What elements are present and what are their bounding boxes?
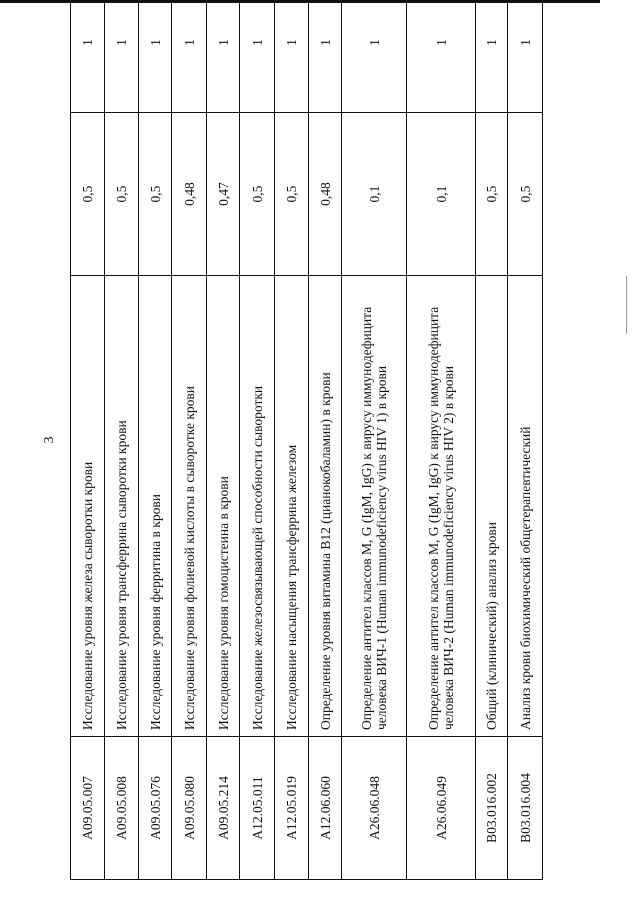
table-row (172, 0, 207, 880)
service-name: Исследование уровня ферритина в крови (139, 276, 172, 737)
multiplicity: 1 (508, 0, 543, 113)
multiplicity: 1 (172, 0, 207, 113)
service-name: Исследование железосвязывающей способности сыворотки (240, 276, 275, 737)
frequency-coefficient: 0,5 (139, 113, 172, 276)
table-row (275, 0, 309, 880)
service-code: B03.016.004 (508, 737, 543, 880)
multiplicity: 1 (240, 0, 275, 113)
multiplicity: 1 (476, 0, 508, 113)
service-name: Анализ крови биохимический общетерапевтический (508, 276, 543, 737)
service-name: Исследование уровня гомоцистеина в крови (207, 276, 240, 737)
frequency-coefficient: 0,5 (240, 113, 275, 276)
frequency-coefficient: 0,47 (207, 113, 240, 276)
table-row (139, 0, 172, 880)
service-name: Определение антител классов M, G (IgM, IgG) к вирусу иммунодефицита человека ВИЧ-1 (Human immunodeficiency virus HIV 1) в крови (342, 276, 407, 737)
frequency-coefficient: 0,1 (407, 113, 476, 276)
table-row (105, 0, 139, 880)
multiplicity: 1 (309, 0, 342, 113)
table-row (240, 0, 275, 880)
table-row (476, 0, 508, 880)
service-name: Исследование уровня железа сыворотки крови (71, 276, 105, 737)
frequency-coefficient: 0,5 (508, 113, 543, 276)
frequency-coefficient: 0,5 (105, 113, 139, 276)
service-code: A09.05.080 (172, 737, 207, 880)
multiplicity: 1 (407, 0, 476, 113)
multiplicity: 1 (139, 0, 172, 113)
service-name: Определение антител классов M, G (IgM, IgG) к вирусу иммунодефицита человека ВИЧ-2 (Human immunodeficiency virus HIV 2) в крови (407, 276, 476, 737)
service-code: A09.05.076 (139, 737, 172, 880)
services-table (70, 0, 543, 880)
table-row (342, 0, 407, 880)
service-code: A12.05.019 (275, 737, 309, 880)
multiplicity: 1 (342, 0, 407, 113)
service-code: A26.06.048 (342, 737, 407, 880)
table-row (508, 0, 543, 880)
service-code: A26.06.049 (407, 737, 476, 880)
table-row (309, 0, 342, 880)
service-name: Определение уровня витамина В12 (цианокобаламин) в крови (309, 276, 342, 737)
rotated-table-wrapper (70, 25, 533, 880)
frequency-coefficient: 0,48 (172, 113, 207, 276)
table-row (207, 0, 240, 880)
multiplicity: 1 (207, 0, 240, 113)
multiplicity: 1 (275, 0, 309, 113)
service-code: A12.05.011 (240, 737, 275, 880)
page-number: 3 (42, 436, 57, 444)
scan-edge-mark (626, 276, 627, 334)
service-code: A09.05.214 (207, 737, 240, 880)
service-name: Общий (клинический) анализ крови (476, 276, 508, 737)
service-code: A09.05.007 (71, 737, 105, 880)
frequency-coefficient: 0,1 (342, 113, 407, 276)
table-row (71, 0, 105, 880)
multiplicity: 1 (105, 0, 139, 113)
service-code: A09.05.008 (105, 737, 139, 880)
frequency-coefficient: 0,5 (476, 113, 508, 276)
table-row (407, 0, 476, 880)
frequency-coefficient: 0,48 (309, 113, 342, 276)
service-code: A12.06.060 (309, 737, 342, 880)
service-name: Исследование уровня фолиевой кислоты в сыворотке крови (172, 276, 207, 737)
service-name: Исследование насыщения трансферрина железом (275, 276, 309, 737)
frequency-coefficient: 0,5 (275, 113, 309, 276)
multiplicity: 1 (71, 0, 105, 113)
service-name: Исследование уровня трансферрина сыворотки крови (105, 276, 139, 737)
service-code: B03.016.002 (476, 737, 508, 880)
frequency-coefficient: 0,5 (71, 113, 105, 276)
